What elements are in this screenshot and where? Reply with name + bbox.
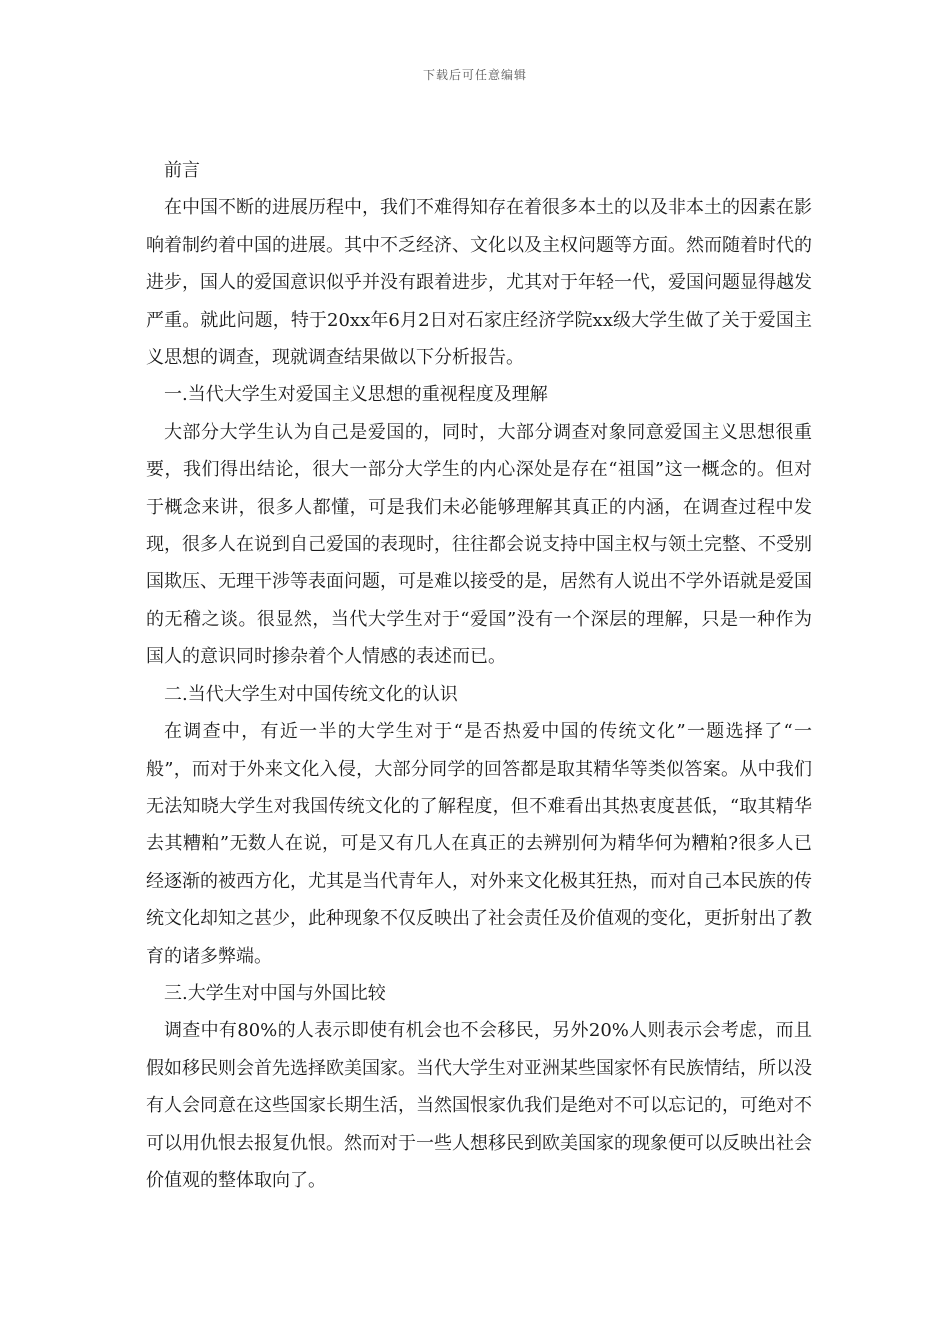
preface-paragraph: 在中国不断的进展历程中，我们不难得知存在着很多本土的以及非本土的因素在影响着制约着中国的进展。其中不乏经济、文化以及主权问题等方面。然而随着时代的进步，国人的爱国意识似乎并没有跟着进步，尤其对于年轻一代，爱国问题显得越发严重。就此问题，特于20xx年6月2日对石家庄经济学院xx级大学生做了关于爱国主义思想的调查，现就调查结果做以下分析报告。	[146, 197, 812, 369]
preface-title: 前言	[164, 160, 200, 181]
section-1-paragraph: 大部分大学生认为自己是爱国的，同时，大部分调查对象同意爱国主义思想很重要，我们得出结论，很大一部分大学生的内心深处是存在“祖国”这一概念的。但对于概念来讲，很多人都懂，可是我们未必能够理解其真正的内涵，在调查过程中发现，很多人在说到自己爱国的表现时，往往都会说支持中国主权与领土完整、不受别国欺压、无理干涉等表面问题，可是难以接受的是，居然有人说出不学外语就是爱国的无稽之谈。很显然，当代大学生对于“爱国”没有一个深层的理解，只是一种作为国人的意识同时掺杂着个人情感的表述而已。	[146, 421, 812, 668]
section-3-title: 三.大学生对中国与外国比较	[164, 982, 386, 1004]
section-2-title: 二.当代大学生对中国传统文化的认识	[164, 683, 458, 705]
page-header-note: 下载后可任意编辑	[422, 68, 527, 82]
section-2-paragraph: 在调查中，有近一半的大学生对于“是否热爱中国的传统文化”一题选择了“一般”，而对于外来文化入侵，大部分同学的回答都是取其精华等类似答案。从中我们无法知晓大学生对我国传统文化的了解程度，但不难看出其热衷度甚低，“取其精华去其糟粕”无数人在说，可是又有几人在真正的去辨别何为精华何为糟粕?很多人已经逐渐的被西方化，尤其是当代青年人，对外来文化极其狂热，而对自己本民族的传统文化却知之甚少，此种现象不仅反映出了社会责任及价值观的变化，更折射出了教育的诸多弊端。	[146, 721, 812, 967]
section-1-title: 一.当代大学生对爱国主义思想的重视程度及理解	[164, 384, 548, 406]
section-3-paragraph: 调查中有80%的人表示即使有机会也不会移民，另外20%人则表示会考虑，而且假如移民则会首先选择欧美国家。当代大学生对亚洲某些国家怀有民族情结，所以没有人会同意在这些国家长期生活，当然国恨家仇我们是绝对不可以忘记的，可绝对不可以用仇恨去报复仇恨。然而对于一些人想移民到欧美国家的现象便可以反映出社会价值观的整体取向了。	[146, 1020, 812, 1191]
document-body	[146, 152, 812, 1199]
